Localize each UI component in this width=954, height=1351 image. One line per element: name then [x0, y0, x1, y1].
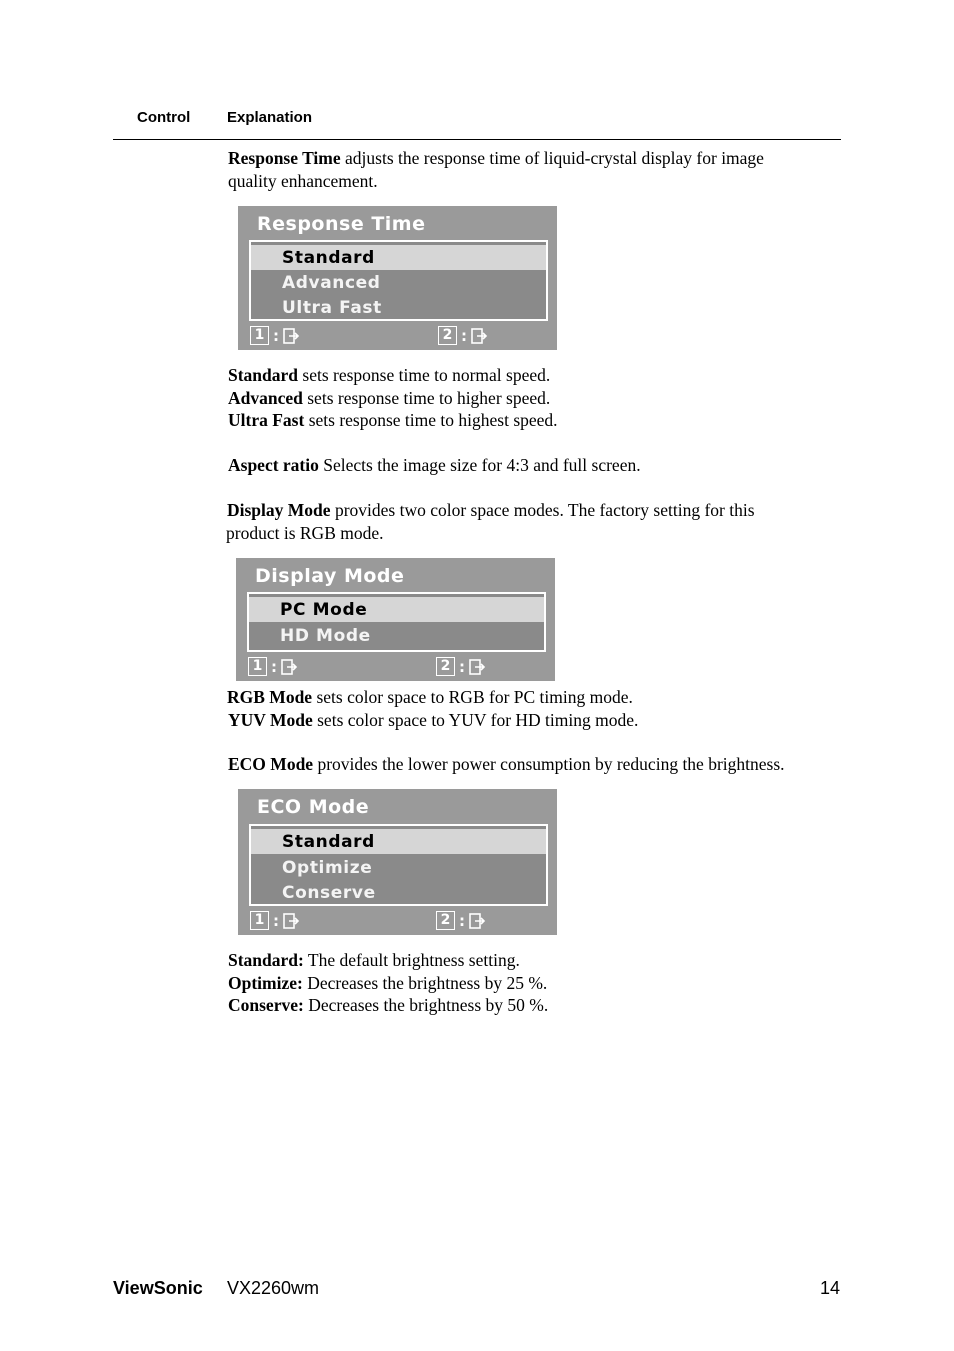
footer-model: VX2260wm [227, 1278, 320, 1298]
exit-arrow-icon [282, 912, 300, 930]
aspect-ratio-text: Aspect ratio Selects the image size for 4:3 and full screen. [228, 455, 641, 475]
osd-option-list [249, 824, 548, 906]
desc-line: Advanced sets response time to higher speed. [228, 387, 551, 408]
osd-key-1[interactable]: 1 : [248, 657, 298, 676]
exit-arrow-icon [470, 327, 488, 345]
key-2-label: 2 [438, 326, 457, 345]
display-mode-osd-menu [236, 558, 555, 681]
eco-mode-osd-menu [238, 789, 557, 935]
osd-key-2[interactable]: 2 : [436, 911, 486, 930]
osd-option-optimize[interactable]: Optimize [282, 858, 373, 878]
osd-option-standard[interactable]: Standard [251, 245, 546, 270]
osd-option-list [247, 592, 546, 652]
osd-option-ultra-fast[interactable]: Ultra Fast [282, 298, 382, 318]
response-time-intro-line2: quality enhancement. [228, 170, 378, 191]
osd-option-pc-mode[interactable]: PC Mode [249, 597, 544, 622]
osd-option-conserve[interactable]: Conserve [282, 883, 376, 903]
osd-option-advanced[interactable]: Advanced [282, 273, 381, 293]
key-1-label: 1 [250, 326, 269, 345]
osd-title: Display Mode [255, 565, 405, 587]
eco-mode-intro: ECO Mode provides the lower power consumption by reducing the brightness. [228, 754, 785, 774]
osd-key-2[interactable]: 2 : [438, 326, 488, 345]
osd-footer [250, 326, 548, 346]
key-1-label: 1 [248, 657, 267, 676]
osd-footer [250, 911, 548, 931]
osd-option-standard[interactable]: Standard [251, 829, 546, 854]
exit-arrow-icon [468, 912, 486, 930]
osd-footer [248, 657, 546, 677]
display-mode-descriptions: RGB Mode sets color space to RGB for PC timing mode. YUV Mode sets color space to YUV for HD timing mode. [227, 687, 639, 730]
desc-line: Ultra Fast sets response time to highest speed. [228, 410, 558, 430]
exit-arrow-icon [282, 327, 300, 345]
response-time-descriptions [228, 364, 848, 432]
osd-option-hd-mode[interactable]: HD Mode [280, 626, 371, 646]
header-divider [113, 139, 841, 140]
response-time-intro [228, 147, 848, 192]
desc-line: Standard sets response time to normal speed. [228, 365, 551, 385]
osd-title: Response Time [257, 213, 426, 235]
exit-arrow-icon [280, 658, 298, 676]
response-time-term: Response Time [228, 148, 341, 168]
exit-arrow-icon [468, 658, 486, 676]
osd-key-2[interactable]: 2 : [436, 657, 486, 676]
key-1-label: 1 [250, 911, 269, 930]
osd-title: ECO Mode [257, 796, 370, 818]
response-time-intro-line1: adjusts the response time of liquid-crystal display for image [340, 148, 764, 168]
osd-option-list [249, 240, 548, 321]
display-mode-intro: Display Mode provides two color space modes. The factory setting for this product is RGB mode. [226, 500, 755, 543]
response-time-osd-menu [238, 206, 557, 350]
page-number: 14 [820, 1278, 841, 1298]
osd-key-1[interactable]: 1 : [250, 326, 300, 345]
key-2-label: 2 [436, 657, 455, 676]
column-header-explanation: Explanation [227, 109, 313, 126]
osd-key-1[interactable]: 1 : [250, 911, 300, 930]
key-2-label: 2 [436, 911, 455, 930]
footer-brand: ViewSonic [113, 1278, 203, 1298]
eco-mode-descriptions: Standard: The default brightness setting. Optimize: Decreases the brightness by 25 %. Conserve: Decreases the brightness by 50 %. [228, 950, 549, 1015]
column-header-control: Control [137, 109, 191, 126]
